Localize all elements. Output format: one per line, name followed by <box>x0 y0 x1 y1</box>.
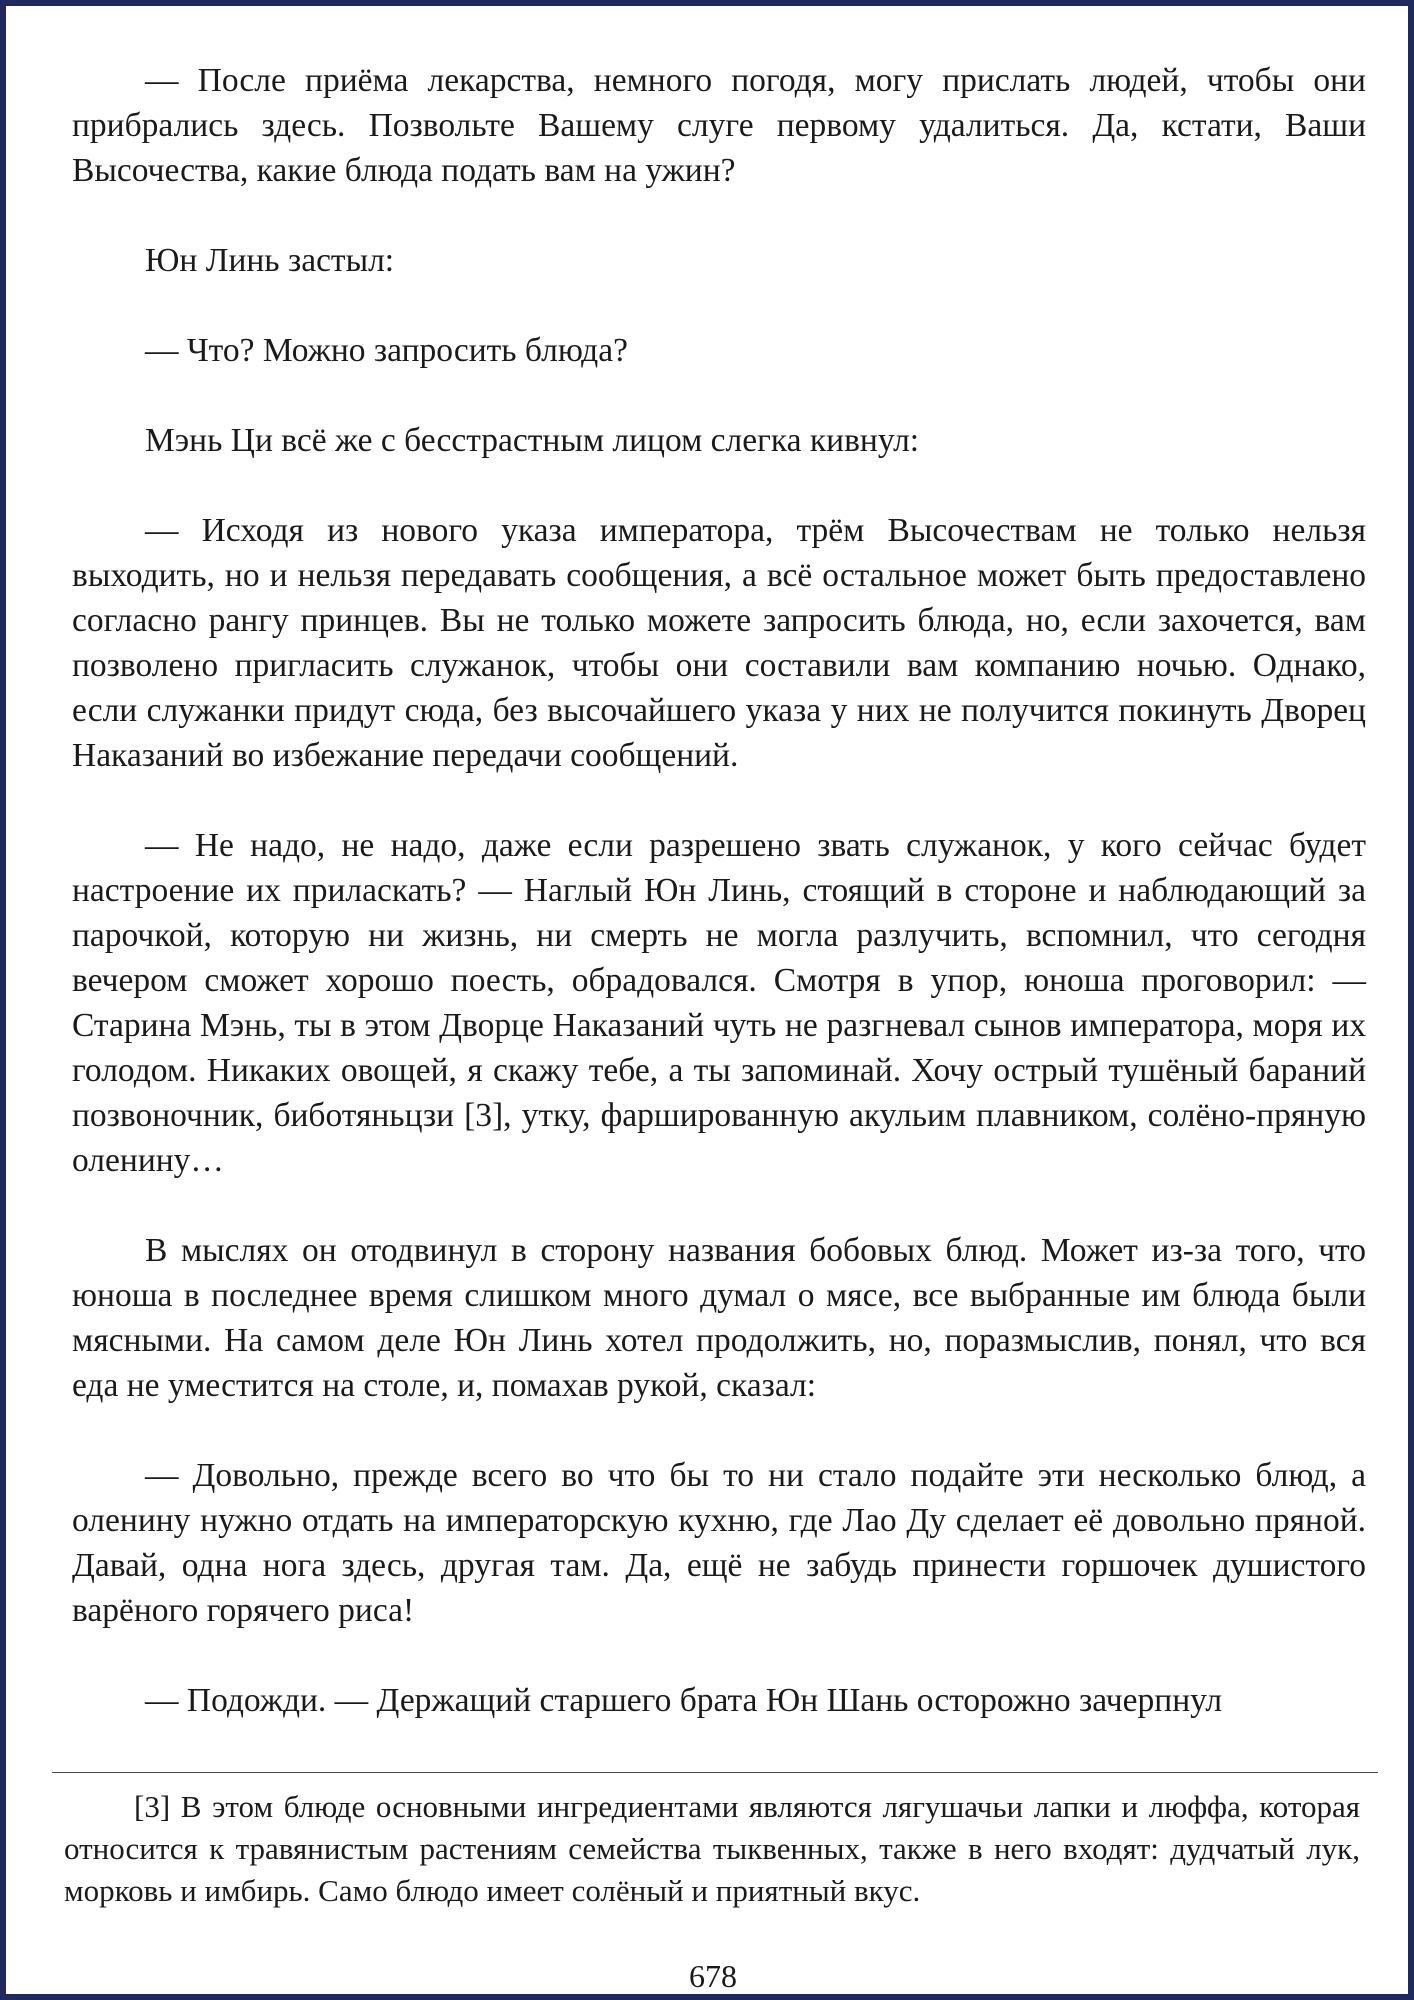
footnote <box>64 1786 1360 1912</box>
footnote-paragraph: [3] В этом блюде основными ингредиентами являются лягушачьи лапки и люффа, которая относится к травянистым растениям семейства тыквенных, также в него входят: дудчатый лук, морковь и имбирь. Само блюдо имеет солёный и приятный вкус. <box>64 1789 1360 1908</box>
footnote-divider <box>52 1772 1378 1773</box>
page-number: 678 <box>689 1958 737 1994</box>
paragraph: В мыслях он отодвинул в сторону названия бобовых блюд. Может из-за того, что юноша в последнее время слишком много думал о мясе, все выбранные им блюда были мясными. На самом деле Юн Линь хотел продолжить, но, поразмыслив, понял, что вся еда не уместится на столе, и, помахав рукой, сказал: <box>72 1232 1366 1404</box>
paragraph: Юн Линь застыл: <box>145 242 395 279</box>
paragraph: — После приёма лекарства, немного погодя, могу прислать людей, чтобы они прибрались здесь. Позвольте Вашему слуге первому удалиться. Да, кстати, Ваши Высочества, какие блюда подать вам на ужин? <box>72 62 1366 189</box>
paragraph: — Довольно, прежде всего во что бы то ни стало подайте эти несколько блюд, а оленину нужно отдать на императорскую кухню, где Лао Ду сделает её довольно пряной. Давай, одна нога здесь, другая там. Да, ещё не забудь принести горшочек душистого варёного горячего риса! <box>72 1457 1366 1629</box>
paragraph: — Исходя из нового указа императора, трём Высочествам не только нельзя выходить, но и нельзя передавать сообщения, а всё остальное может быть предоставлено согласно рангу принцев. Вы не только можете запросить блюда, но, если захочется, вам позволено пригласить служанок, чтобы они составили вам компанию ночью. Однако, если служанки придут сюда, без высочайшего указа у них не получится покинуть Дворец Наказаний во избежание передачи сообщений. <box>72 512 1366 774</box>
paragraph: — Не надо, не надо, даже если разрешено звать служанок, у кого сейчас будет настроение их приласкать? — Наглый Юн Линь, стоящий в стороне и наблюдающий за парочкой, которую ни жизнь, ни смерть не могла разлучить, вспомнил, что сегодня вечером сможет хорошо поесть, обрадовался. Смотря в упор, юноша проговорил: — Старина Мэнь, ты в этом Дворце Наказаний чуть не разгневал сынов императора, моря их голодом. Никаких овощей, я скажу тебе, а ты запоминай. Хочу острый тушёный бараний позвоночник, биботяньцзи [3], утку, фаршированную акульим плавником, солёно-пряную оленину… <box>72 827 1366 1179</box>
paragraph: Мэнь Ци всё же с бесстрастным лицом слегка кивнул: <box>145 422 920 459</box>
paragraph: — Подожди. — Держащий старшего брата Юн Шань осторожно зачерпнул <box>145 1682 1223 1719</box>
paragraph: — Что? Можно запросить блюда? <box>145 332 628 369</box>
body-text <box>72 58 1366 1723</box>
